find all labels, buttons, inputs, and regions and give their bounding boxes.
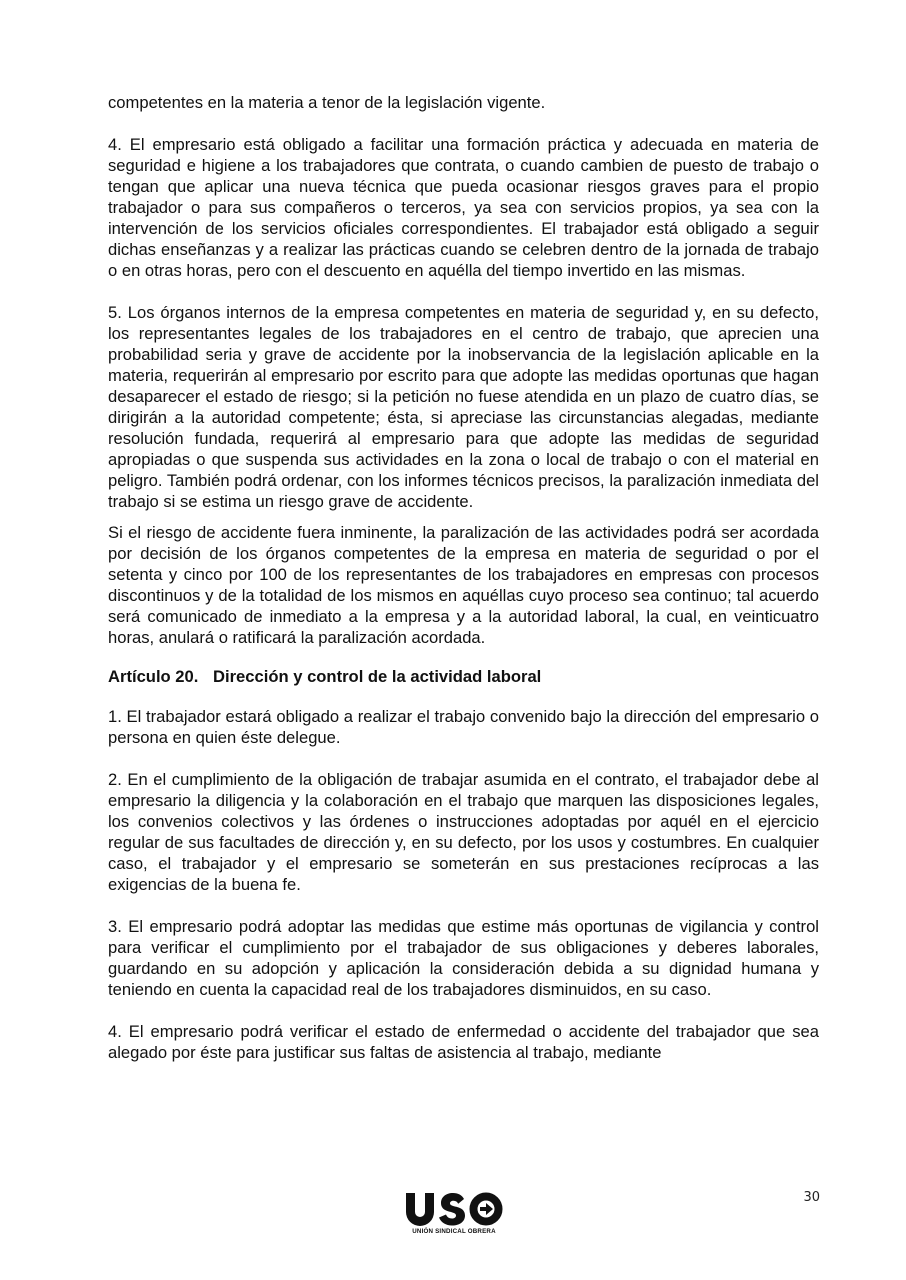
paragraph-article-20-item-4: 4. El empresario podrá verificar el estado de enfermedad o accidente del trabajador que sea alegado por éste para justificar sus faltas de asistencia al trabajo, mediante <box>108 1022 819 1062</box>
uso-logo <box>402 1190 506 1240</box>
paragraph-article-20-item-3: 3. El empresario podrá adoptar las medidas que estime más oportunas de vigilancia y control para verificar el cumplimiento por el trabajador de sus obligaciones y deberes laborales, guardando en su adopción y aplicación la consideración debida a su dignidad humana y teniendo en cuenta la capacidad real de los trabajadores disminuidos, en su caso. <box>108 917 819 999</box>
article-number: Artículo 20. <box>108 667 199 686</box>
article-title: Dirección y control de la actividad laboral <box>213 667 542 686</box>
paragraph-article-20-item-1: 1. El trabajador estará obligado a realizar el trabajo convenido bajo la dirección del empresario o persona en quien éste delegue. <box>108 707 819 747</box>
paragraph-imminent-risk: Si el riesgo de accidente fuera inminente, la paralización de las actividades podrá ser acordada por decisión de los órganos competentes de la empresa en materia de seguridad o por el setenta y cinco por 100 de los representantes de los trabajadores en empresas con procesos discontinuos y de la totalidad de los mismos en aquéllas cuyo proceso sea continuo; tal acuerdo será comunicado de inmediato a la empresa y a la autoridad laboral, la cual, en veinticuatro horas, anulará o ratificará la paralización acordada. <box>108 523 819 647</box>
paragraph-article-20-item-2: 2. En el cumplimiento de la obligación de trabajar asumida en el contrato, el trabajador debe al empresario la diligencia y la colaboración en el trabajo que marquen las disposiciones legales, los convenios colectivos y las órdenes o instrucciones adoptadas por aquél en el ejercicio regular de sus facultades de dirección y, en su defecto, por los usos y costumbres. En cualquier caso, el trabajador y el empresario se someterán en sus prestaciones recíprocas a las exigencias de la buena fe. <box>108 770 819 894</box>
article-heading <box>108 666 819 687</box>
paragraph-item-5-risk: 5. Los órganos internos de la empresa competentes en materia de seguridad y, en su defecto, los representantes legales de los trabajadores en el centro de trabajo, que aprecien una probabilidad seria y grave de accidente por la inobservancia de la legislación aplicable en la materia, requerirán al empresario por escrito para que adopte las medidas oportunas que hagan desaparecer el estado de riesgo; si la petición no fuese atendida en un plazo de cuatro días, se dirigirán a la autoridad competente; ésta, si apreciase las circunstancias alegadas, mediante resolución fundada, requerirá al empresario para que adopte las medidas de seguridad apropiadas o que suspenda sus actividades en la zona o local de trabajo o con el material en peligro. También podrá ordenar, con los informes técnicos precisos, la paralización inmediata del trabajo si se estima un riesgo grave de accidente. <box>108 303 819 511</box>
page-number: 30 <box>803 1190 820 1205</box>
uso-logo-mark <box>402 1190 506 1228</box>
paragraph-item-4-training: 4. El empresario está obligado a facilitar una formación práctica y adecuada en materia de seguridad e higiene a los trabajadores que contrata, o cuando cambien de puesto de trabajo o tengan que aplicar una nueva técnica que pueda ocasionar riesgos graves para el propio trabajador o para sus compañeros o terceros, ya sea con servicios propios, ya sea con la intervención de los servicios oficiales correspondientes. El trabajador está obligado a seguir dichas enseñanzas y a realizar las prácticas cuando se celebren dentro de la jornada de trabajo o en otras horas, pero con el descuento en aquélla del tiempo invertido en las mismas. <box>108 135 819 280</box>
document-body <box>108 92 819 1063</box>
logo-subtitle: UNIÓN SINDICAL OBRERA <box>412 1228 496 1235</box>
paragraph-continuation: competentes en la materia a tenor de la legislación vigente. <box>108 93 546 112</box>
